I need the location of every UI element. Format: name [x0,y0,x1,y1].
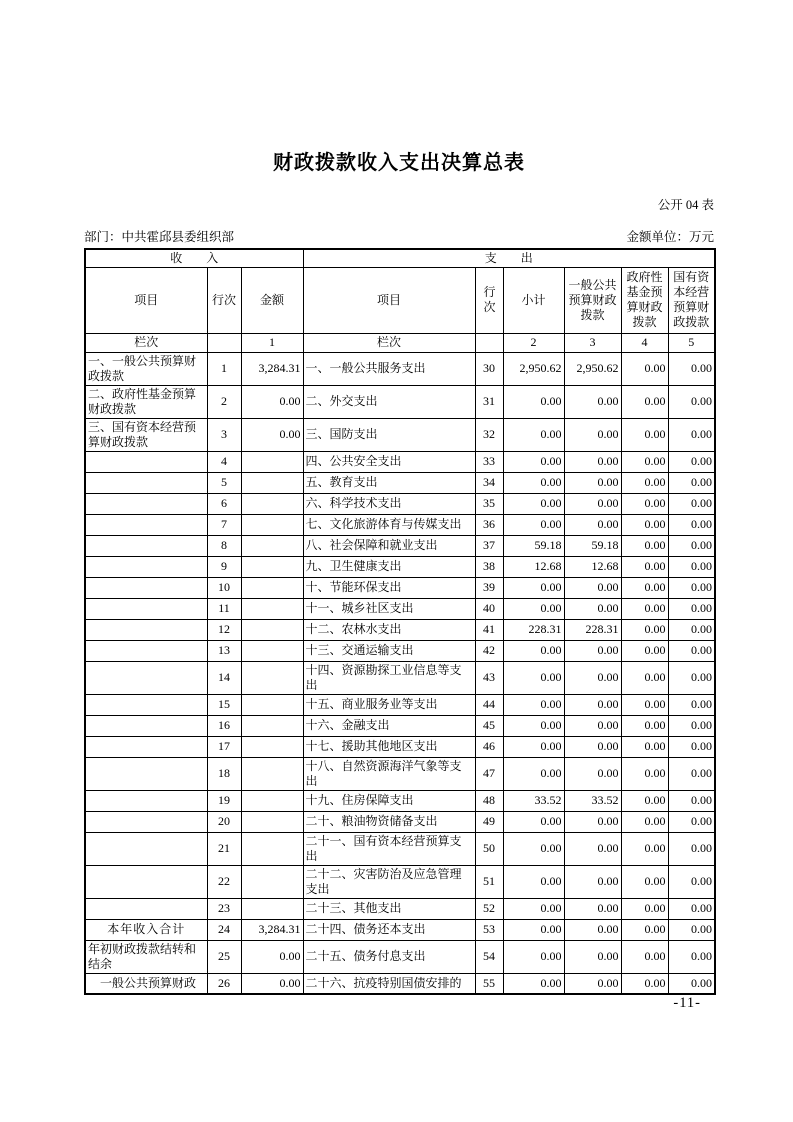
income-item-cell [85,661,207,694]
income-amount-cell: 3,284.31 [241,352,303,385]
gov-fund-cell: 0.00 [621,919,668,940]
expense-item-cell: 七、文化旅游体育与传媒支出 [303,514,475,535]
expense-rowno-cell: 32 [475,418,503,451]
table-row [85,493,715,514]
income-amount-cell: 0.00 [241,973,303,994]
expense-rowno-cell: 50 [475,832,503,865]
gov-fund-cell: 0.00 [621,832,668,865]
income-amount-cell [241,577,303,598]
income-item-cell [85,472,207,493]
state-capital-cell: 0.00 [668,451,715,472]
table-row [85,811,715,832]
income-item-cell [85,811,207,832]
table-row [85,694,715,715]
expense-rowno-cell: 45 [475,715,503,736]
gov-fund-cell: 0.00 [621,385,668,418]
general-budget-cell: 0.00 [564,865,621,898]
income-rowno-cell: 10 [207,577,241,598]
general-budget-cell: 0.00 [564,661,621,694]
income-rowno-header: 行次 [207,267,241,333]
expense-rowno-cell: 47 [475,757,503,790]
income-rowno-cell: 5 [207,472,241,493]
income-item-cell: 年初财政拨款结转和结余 [85,940,207,973]
income-amount-cell [241,514,303,535]
expense-rowno-cell: 30 [475,352,503,385]
expense-item-cell: 十六、金融支出 [303,715,475,736]
expense-item-cell: 六、科学技术支出 [303,493,475,514]
income-index-label: 栏次 [85,333,207,352]
general-budget-cell: 0.00 [564,973,621,994]
expense-item-cell: 十四、资源勘探工业信息等支出 [303,661,475,694]
expense-item-cell: 十一、城乡社区支出 [303,598,475,619]
general-budget-cell: 0.00 [564,940,621,973]
gov-fund-cell: 0.00 [621,736,668,757]
expense-rowno-cell: 33 [475,451,503,472]
general-budget-cell: 12.68 [564,556,621,577]
income-amount-cell: 0.00 [241,418,303,451]
fiscal-appropriation-table [84,248,716,995]
expense-item-cell: 十八、自然资源海洋气象等支出 [303,757,475,790]
income-rowno-cell: 8 [207,535,241,556]
general-budget-cell: 59.18 [564,535,621,556]
general-budget-cell: 0.00 [564,385,621,418]
state-capital-cell: 0.00 [668,472,715,493]
table-row [85,715,715,736]
expense-rowno-cell: 51 [475,865,503,898]
gov-fund-cell: 0.00 [621,694,668,715]
section-header-row [85,249,715,267]
subtotal-cell: 0.00 [503,661,564,694]
state-capital-cell: 0.00 [668,556,715,577]
income-rowno-cell: 2 [207,385,241,418]
gov-fund-cell: 0.00 [621,472,668,493]
income-item-cell [85,694,207,715]
income-item-header: 项目 [85,267,207,333]
gov-fund-cell: 0.00 [621,418,668,451]
expense-rowno-cell: 42 [475,640,503,661]
income-rowno-cell: 1 [207,352,241,385]
expense-item-cell: 八、社会保障和就业支出 [303,535,475,556]
table-row [85,736,715,757]
expense-item-cell: 二十六、抗疫特别国债安排的 [303,973,475,994]
income-item-cell [85,790,207,811]
expense-rowno-cell: 49 [475,811,503,832]
income-rowno-cell: 20 [207,811,241,832]
general-budget-cell: 0.00 [564,640,621,661]
table-row [85,598,715,619]
gov-fund-cell: 0.00 [621,865,668,898]
gov-fund-cell: 0.00 [621,451,668,472]
income-item-cell: 二、政府性基金预算财政拨款 [85,385,207,418]
expense-item-cell: 十五、商业服务业等支出 [303,694,475,715]
income-amount-cell [241,694,303,715]
income-item-cell: 一般公共预算财政 [85,973,207,994]
income-amount-header: 金额 [241,267,303,333]
income-item-cell: 本年收入合计 [85,919,207,940]
expense-item-cell: 四、公共安全支出 [303,451,475,472]
table-row [85,898,715,919]
expense-section-header: 支 出 [303,249,715,267]
document-content [84,0,714,995]
expense-item-cell: 二十三、其他支出 [303,898,475,919]
state-capital-cell: 0.00 [668,790,715,811]
gov-fund-cell: 0.00 [621,640,668,661]
expense-item-cell: 九、卫生健康支出 [303,556,475,577]
income-rowno-cell: 7 [207,514,241,535]
income-amount-cell: 0.00 [241,385,303,418]
income-item-cell: 一、一般公共预算财政拨款 [85,352,207,385]
subtotal-cell: 0.00 [503,598,564,619]
state-capital-cell: 0.00 [668,811,715,832]
general-budget-cell: 0.00 [564,493,621,514]
income-item-cell [85,451,207,472]
gov-fund-cell: 0.00 [621,514,668,535]
income-rowno-cell: 12 [207,619,241,640]
gov-fund-cell: 0.00 [621,535,668,556]
expense-rowno-header: 行次 [475,267,503,333]
income-item-cell [85,535,207,556]
unit-label: 金额单位：万元 [626,230,714,244]
expense-item-cell: 十二、农林水支出 [303,619,475,640]
state-capital-cell: 0.00 [668,973,715,994]
state-capital-cell: 0.00 [668,736,715,757]
state-capital-index: 5 [668,333,715,352]
state-capital-header: 国有资本经营预算财政拨款 [668,267,715,333]
general-budget-index: 3 [564,333,621,352]
gov-fund-cell: 0.00 [621,790,668,811]
table-row [85,790,715,811]
income-item-cell [85,619,207,640]
income-rowno-cell: 22 [207,865,241,898]
subtotal-header: 小计 [503,267,564,333]
expense-item-cell: 十九、住房保障支出 [303,790,475,811]
general-budget-cell: 0.00 [564,598,621,619]
gov-fund-cell: 0.00 [621,577,668,598]
income-item-cell [85,640,207,661]
general-budget-cell: 0.00 [564,451,621,472]
subtotal-cell: 2,950.62 [503,352,564,385]
expense-item-cell: 十七、援助其他地区支出 [303,736,475,757]
income-amount-index: 1 [241,333,303,352]
general-budget-cell: 0.00 [564,514,621,535]
state-capital-cell: 0.00 [668,865,715,898]
general-budget-cell: 0.00 [564,694,621,715]
gov-fund-cell: 0.00 [621,352,668,385]
expense-rowno-cell: 40 [475,598,503,619]
gov-fund-cell: 0.00 [621,619,668,640]
expense-item-cell: 二十二、灾害防治及应急管理支出 [303,865,475,898]
expense-rowno-cell: 48 [475,790,503,811]
income-amount-cell [241,535,303,556]
state-capital-cell: 0.00 [668,832,715,865]
subtotal-cell: 0.00 [503,973,564,994]
column-index-row [85,333,715,352]
state-capital-cell: 0.00 [668,898,715,919]
income-amount-cell [241,493,303,514]
state-capital-cell: 0.00 [668,352,715,385]
subtotal-cell: 0.00 [503,385,564,418]
state-capital-cell: 0.00 [668,661,715,694]
subtotal-cell: 0.00 [503,715,564,736]
subtotal-cell: 12.68 [503,556,564,577]
table-row [85,832,715,865]
table-row [85,472,715,493]
expense-rowno-cell: 52 [475,898,503,919]
department-label: 部门：中共霍邱县委组织部 [84,230,235,244]
income-rowno-cell: 9 [207,556,241,577]
general-budget-cell: 0.00 [564,832,621,865]
state-capital-cell: 0.00 [668,493,715,514]
state-capital-cell: 0.00 [668,514,715,535]
subtotal-cell: 0.00 [503,898,564,919]
gov-fund-cell: 0.00 [621,898,668,919]
income-item-cell [85,832,207,865]
income-amount-cell [241,661,303,694]
expense-item-cell: 十、节能环保支出 [303,577,475,598]
income-rowno-cell: 24 [207,919,241,940]
income-amount-cell [241,472,303,493]
expense-rowno-cell: 37 [475,535,503,556]
expense-item-cell: 三、国防支出 [303,418,475,451]
gov-fund-cell: 0.00 [621,973,668,994]
expense-rowno-cell: 34 [475,472,503,493]
gov-fund-cell: 0.00 [621,715,668,736]
expense-item-header: 项目 [303,267,475,333]
general-budget-cell: 0.00 [564,811,621,832]
table-row [85,940,715,973]
subtotal-cell: 0.00 [503,514,564,535]
subtotal-cell: 0.00 [503,472,564,493]
table-row [85,757,715,790]
expense-item-cell: 一、一般公共服务支出 [303,352,475,385]
general-budget-cell: 2,950.62 [564,352,621,385]
general-budget-cell: 0.00 [564,418,621,451]
state-capital-cell: 0.00 [668,715,715,736]
general-budget-cell: 0.00 [564,577,621,598]
subtotal-cell: 0.00 [503,919,564,940]
income-amount-cell [241,619,303,640]
gov-fund-cell: 0.00 [621,757,668,790]
income-amount-cell [241,898,303,919]
income-rowno-cell: 16 [207,715,241,736]
expense-item-cell: 五、教育支出 [303,472,475,493]
income-amount-cell [241,811,303,832]
general-budget-header: 一般公共预算财政拨款 [564,267,621,333]
expense-rowno-cell: 36 [475,514,503,535]
subtotal-cell: 0.00 [503,694,564,715]
expense-index-label: 栏次 [303,333,475,352]
subtotal-cell: 0.00 [503,418,564,451]
state-capital-cell: 0.00 [668,385,715,418]
income-rowno-cell: 25 [207,940,241,973]
gov-fund-cell: 0.00 [621,940,668,973]
gov-fund-cell: 0.00 [621,811,668,832]
state-capital-cell: 0.00 [668,577,715,598]
income-amount-cell [241,451,303,472]
expense-rowno-cell: 53 [475,919,503,940]
expense-rowno-cell: 43 [475,661,503,694]
table-row [85,352,715,385]
income-rowno-cell: 26 [207,973,241,994]
income-item-cell [85,556,207,577]
income-item-cell [85,493,207,514]
expense-item-cell: 十三、交通运输支出 [303,640,475,661]
general-budget-cell: 0.00 [564,898,621,919]
expense-item-cell: 二十、粮油物资储备支出 [303,811,475,832]
income-amount-cell [241,865,303,898]
state-capital-cell: 0.00 [668,418,715,451]
expense-rowno-cell: 35 [475,493,503,514]
general-budget-cell: 33.52 [564,790,621,811]
expense-rowno-cell: 54 [475,940,503,973]
subtotal-cell: 0.00 [503,865,564,898]
subtotal-cell: 228.31 [503,619,564,640]
page-number: -11- [673,995,701,1011]
income-rowno-cell: 18 [207,757,241,790]
state-capital-cell: 0.00 [668,694,715,715]
general-budget-cell: 0.00 [564,919,621,940]
state-capital-cell: 0.00 [668,598,715,619]
subtotal-cell: 59.18 [503,535,564,556]
gov-fund-cell: 0.00 [621,598,668,619]
general-budget-cell: 0.00 [564,472,621,493]
income-item-cell [85,757,207,790]
expense-item-cell: 二十一、国有资本经营预算支出 [303,832,475,865]
income-amount-cell [241,598,303,619]
income-amount-cell: 0.00 [241,940,303,973]
income-amount-cell [241,832,303,865]
gov-fund-cell: 0.00 [621,661,668,694]
state-capital-cell: 0.00 [668,535,715,556]
income-item-cell: 三、国有资本经营预算财政拨款 [85,418,207,451]
gov-fund-cell: 0.00 [621,556,668,577]
subtotal-cell: 0.00 [503,493,564,514]
income-rowno-cell: 14 [207,661,241,694]
table-row [85,451,715,472]
gov-fund-header: 政府性基金预算财政拨款 [621,267,668,333]
income-amount-cell [241,556,303,577]
income-rowno-index [207,333,241,352]
table-row [85,556,715,577]
table-row [85,418,715,451]
state-capital-cell: 0.00 [668,757,715,790]
general-budget-cell: 228.31 [564,619,621,640]
expense-rowno-cell: 38 [475,556,503,577]
income-rowno-cell: 13 [207,640,241,661]
expense-item-cell: 二、外交支出 [303,385,475,418]
page-title: 财政拨款收入支出决算总表 [273,152,525,174]
state-capital-cell: 0.00 [668,919,715,940]
expense-rowno-cell: 31 [475,385,503,418]
income-item-cell [85,865,207,898]
income-amount-cell [241,640,303,661]
table-row [85,514,715,535]
state-capital-cell: 0.00 [668,640,715,661]
income-rowno-cell: 6 [207,493,241,514]
gov-fund-cell: 0.00 [621,493,668,514]
expense-rowno-index [475,333,503,352]
subtotal-cell: 0.00 [503,640,564,661]
income-amount-cell [241,715,303,736]
subtotal-cell: 0.00 [503,736,564,757]
income-item-cell [85,577,207,598]
table-row [85,973,715,994]
expense-item-cell: 二十四、债务还本支出 [303,919,475,940]
subtotal-index: 2 [503,333,564,352]
income-item-cell [85,514,207,535]
table-row [85,919,715,940]
income-rowno-cell: 15 [207,694,241,715]
expense-rowno-cell: 41 [475,619,503,640]
income-rowno-cell: 17 [207,736,241,757]
meta-row [84,227,714,245]
gov-fund-index: 4 [621,333,668,352]
expense-item-cell: 二十五、债务付息支出 [303,940,475,973]
state-capital-cell: 0.00 [668,940,715,973]
expense-rowno-cell: 46 [475,736,503,757]
table-row [85,640,715,661]
income-rowno-cell: 21 [207,832,241,865]
table-row [85,577,715,598]
income-rowno-cell: 11 [207,598,241,619]
income-item-cell [85,715,207,736]
income-amount-cell [241,736,303,757]
income-rowno-cell: 3 [207,418,241,451]
income-section-header: 收 入 [85,249,303,267]
income-amount-cell [241,790,303,811]
income-rowno-cell: 23 [207,898,241,919]
subtotal-cell: 0.00 [503,577,564,598]
income-amount-cell [241,757,303,790]
expense-rowno-cell: 39 [475,577,503,598]
income-rowno-cell: 19 [207,790,241,811]
table-row [85,661,715,694]
income-item-cell [85,898,207,919]
subtotal-cell: 0.00 [503,757,564,790]
state-capital-cell: 0.00 [668,619,715,640]
income-amount-cell: 3,284.31 [241,919,303,940]
subtotal-cell: 0.00 [503,451,564,472]
subtotal-cell: 33.52 [503,790,564,811]
expense-rowno-cell: 55 [475,973,503,994]
expense-rowno-cell: 44 [475,694,503,715]
form-number-label: 公开 04 表 [657,198,714,212]
subtotal-cell: 0.00 [503,940,564,973]
income-item-cell [85,598,207,619]
table-row [85,619,715,640]
table-row [85,865,715,898]
general-budget-cell: 0.00 [564,736,621,757]
income-item-cell [85,736,207,757]
subtotal-cell: 0.00 [503,811,564,832]
column-header-row [85,267,715,333]
general-budget-cell: 0.00 [564,757,621,790]
subtotal-cell: 0.00 [503,832,564,865]
income-rowno-cell: 4 [207,451,241,472]
table-row [85,535,715,556]
table-row [85,385,715,418]
general-budget-cell: 0.00 [564,715,621,736]
